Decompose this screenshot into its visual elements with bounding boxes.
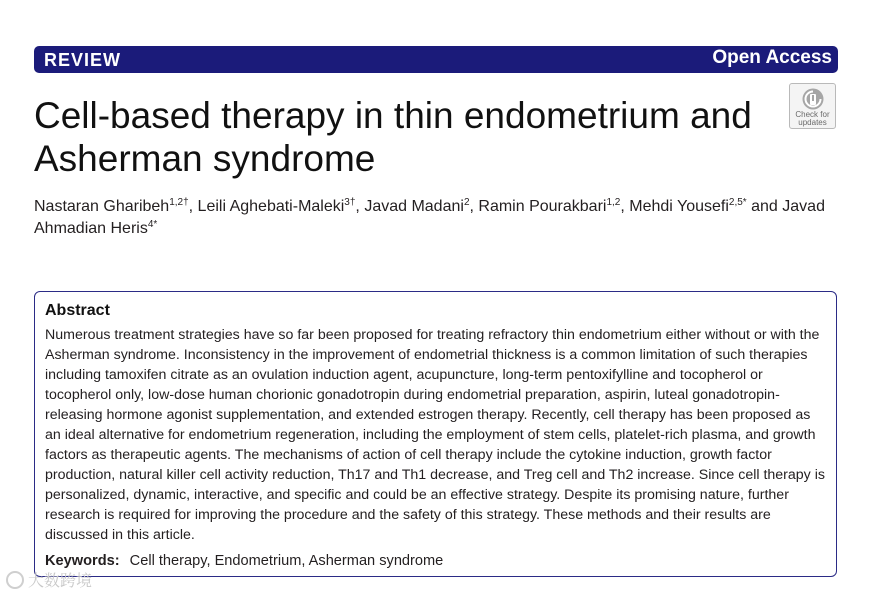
abstract-heading: Abstract	[45, 302, 110, 319]
article-type-banner	[34, 46, 838, 73]
check-for-updates-line2: updates	[798, 118, 827, 127]
author-name[interactable]: Javad Madani	[364, 198, 464, 215]
check-for-updates-line1: Check for	[795, 110, 830, 119]
watermark	[6, 568, 92, 591]
author-name[interactable]: Javad Ahmadian Heris	[34, 198, 825, 237]
author-name[interactable]: Ramin Pourakbari	[478, 198, 607, 215]
open-access-label[interactable]: Open Access	[712, 47, 832, 68]
check-for-updates-badge[interactable]	[789, 83, 836, 129]
keywords-line	[45, 551, 826, 571]
author-separator: ,	[469, 198, 479, 215]
author-separator: ,	[620, 198, 630, 215]
author-name[interactable]: Leili Aghebati-Maleki	[197, 198, 345, 215]
author-affiliation: 2,5*	[728, 197, 747, 208]
author-separator: ,	[188, 198, 198, 215]
author-affiliation: 2	[463, 197, 470, 208]
author-name[interactable]: Mehdi Yousefi	[629, 198, 729, 215]
watermark-logo-icon	[6, 571, 24, 589]
keywords-list: Cell therapy, Endometrium, Asherman syndrome	[129, 553, 444, 569]
abstract-text: Numerous treatment strategies have so far been proposed for treating refractory thin endometrium either without or with the Asherman syndrome. Inconsistency in the improvement of endometrial thickness is a common limitation of such therapies including tamoxifen citrate as an ovulation induction agent, acupuncture, long-term pentoxifylline and tocopherol or tocopherol only, low-dose human chorionic gonadotropin during endometrial preparation, aspirin, luteal gonadotropin-releasing hormone agonist supplementation, and extended estrogen therapy. Recently, cell therapy has been proposed as an ideal alternative for endometrium regeneration, including the employment of stem cells, platelet-rich plasma, and growth factors as therapeutic agents. The mechanisms of action of cell therapy include the cytokine induction, growth factor production, natural killer cell activity reduction, Th17 and Th1 decrease, and Treg cell and Th2 increase. Since cell therapy is personalized, dynamic, interactive, and specific and could be an effective strategy. Despite its promising nature, further research is required for improving the procedure and the safety of this strategy. These methods and their results are discussed in this article.	[45, 327, 825, 543]
author-affiliation: 1,2	[606, 197, 621, 208]
abstract-box	[34, 291, 837, 577]
check-for-updates-text	[790, 111, 835, 127]
section-label: REVIEW	[44, 50, 122, 70]
author-affiliation: 1,2†	[169, 197, 189, 208]
author-affiliation: 3†	[344, 197, 356, 208]
keywords-label: Keywords:	[45, 553, 120, 569]
author-separator-and: and	[746, 198, 783, 215]
author-affiliation: 4*	[147, 219, 158, 230]
article-title: Cell-based therapy in thin endometrium and Asherman syndrome	[34, 95, 752, 179]
author-separator: ,	[355, 198, 365, 215]
check-for-updates-icon	[801, 87, 825, 111]
author-list	[34, 196, 834, 240]
watermark-text: 大数跨境	[28, 573, 93, 590]
author-name[interactable]: Nastaran Gharibeh	[34, 198, 170, 215]
